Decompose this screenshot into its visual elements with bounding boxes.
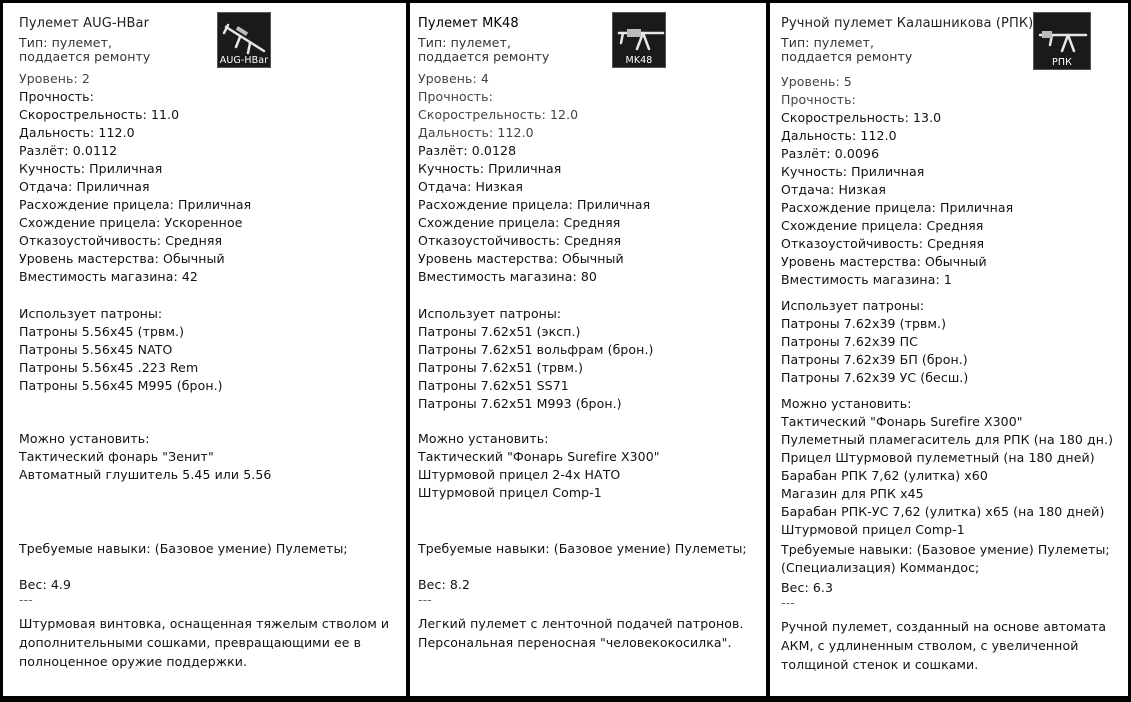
ammo-item: Патроны 7.62x51 вольфрам (брон.) xyxy=(418,342,654,357)
mods-section xyxy=(781,395,1128,539)
mods-header: Можно установить: xyxy=(418,431,549,446)
mods-section xyxy=(418,430,766,502)
stats-block xyxy=(418,70,766,286)
stat-row: Скорострельность: 11.0 xyxy=(19,107,180,122)
type-line: Тип: пулемет, xyxy=(781,35,875,50)
mods-header: Можно установить: xyxy=(19,431,150,446)
stat-row: Отдача: Низкая xyxy=(781,182,886,197)
stat-row: Отказоустойчивость: Средняя xyxy=(19,233,223,248)
ammo-item: Патроны 5.56x45 .223 Rem xyxy=(19,360,199,375)
skills-line: Требуемые навыки: (Базовое умение) Пулеметы; xyxy=(418,541,747,556)
thumbnail-label: MK48 xyxy=(625,55,653,66)
description-line: Персональная переносная "человекокосилка". xyxy=(418,635,732,650)
stat-row: Вместимость магазина: 1 xyxy=(781,272,952,287)
weight: Вес: 8.2 xyxy=(418,577,471,592)
skills-section xyxy=(781,541,1128,577)
stat-row: Отказоустойчивость: Средняя xyxy=(418,233,622,248)
ammo-item: Патроны 7.62x39 БП (брон.) xyxy=(781,352,968,367)
ammo-item: Патроны 7.62x39 ПС xyxy=(781,334,918,349)
description xyxy=(418,614,766,652)
stat-durability: Прочность: xyxy=(19,89,94,104)
stat-row: Отдача: Приличная xyxy=(19,179,150,194)
ammo-header: Использует патроны: xyxy=(781,298,925,313)
skills-section xyxy=(19,540,406,558)
stats-block xyxy=(781,73,1128,289)
stat-row: Расхождение прицела: Приличная xyxy=(781,200,1014,215)
weapon-thumbnail xyxy=(1033,12,1091,70)
stat-row: Скорострельность: 12.0 xyxy=(418,107,579,122)
weight: Вес: 4.9 xyxy=(19,577,72,592)
stat-row: Схождение прицела: Средняя xyxy=(781,218,984,233)
stat-row: Кучность: Приличная xyxy=(418,161,562,176)
ammo-item: Патроны 7.62x39 УС (бесш.) xyxy=(781,370,969,385)
mod-item: Автоматный глушитель 5.45 или 5.56 xyxy=(19,467,272,482)
ammo-item: Патроны 7.62x51 SS71 xyxy=(418,378,569,393)
stat-row: Уровень мастерства: Обычный xyxy=(19,251,225,266)
stat-row: Вместимость магазина: 42 xyxy=(19,269,198,284)
stat-level: Уровень: 5 xyxy=(781,74,852,89)
type-line: Тип: пулемет, xyxy=(418,35,512,50)
stat-row: Отказоустойчивость: Средняя xyxy=(781,236,985,251)
mod-item: Прицел Штурмовой пулеметный (на 180 дней) xyxy=(781,450,1095,465)
ammo-header: Использует патроны: xyxy=(418,306,562,321)
weapon-card-aug-hbar xyxy=(3,3,406,696)
weapon-card-rpk xyxy=(770,3,1128,696)
stat-row: Уровень мастерства: Обычный xyxy=(418,251,624,266)
weight: Вес: 6.3 xyxy=(781,580,834,595)
ammo-item: Патроны 5.56x45 (трвм.) xyxy=(19,324,185,339)
weapon-thumbnail xyxy=(217,12,271,68)
thumbnail-label: РПК xyxy=(1052,57,1072,68)
ammo-section xyxy=(418,305,766,413)
ammo-item: Патроны 5.56x45 M995 (брон.) xyxy=(19,378,223,393)
ammo-item: Патроны 7.62x39 (трвм.) xyxy=(781,316,947,331)
weapon-title: Ручной пулемет Калашникова (РПК) xyxy=(781,16,1034,31)
mod-item: Штурмовой прицел Comp-1 xyxy=(418,485,602,500)
type-line: Тип: пулемет, xyxy=(19,35,113,50)
stat-level: Уровень: 2 xyxy=(19,71,90,86)
skills-line: Требуемые навыки: (Базовое умение) Пулеметы; xyxy=(19,541,348,556)
stat-row: Скорострельность: 13.0 xyxy=(781,110,942,125)
skills-line: Требуемые навыки: (Базовое умение) Пулеметы; xyxy=(781,542,1110,557)
stat-row: Кучность: Приличная xyxy=(19,161,163,176)
stat-row: Разлёт: 0.0128 xyxy=(418,143,517,158)
description-line: Штурмовая винтовка, оснащенная тяжелым стволом и xyxy=(19,616,390,631)
ammo-item: Патроны 5.56x45 NATO xyxy=(19,342,173,357)
mod-item: Барабан РПК 7,62 (улитка) x60 xyxy=(781,468,988,483)
description-line: АКМ, с удлиненным стволом, с увеличенной xyxy=(781,638,1079,653)
weapon-type xyxy=(19,36,406,64)
ammo-item: Патроны 7.62x51 (эксп.) xyxy=(418,324,581,339)
description xyxy=(19,614,406,671)
stat-row: Кучность: Приличная xyxy=(781,164,925,179)
weapon-title: Пулемет MK48 xyxy=(418,16,519,31)
type-line: поддается ремонту xyxy=(19,49,151,64)
weapon-title: Пулемет AUG-HBar xyxy=(19,16,150,31)
ammo-item: Патроны 7.62x51 M993 (брон.) xyxy=(418,396,622,411)
stat-row: Схождение прицела: Ускоренное xyxy=(19,215,243,230)
type-line: поддается ремонту xyxy=(418,49,550,64)
stat-row: Расхождение прицела: Приличная xyxy=(19,197,252,212)
stat-row: Дальность: 112.0 xyxy=(19,125,135,140)
stat-row: Дальность: 112.0 xyxy=(781,128,897,143)
stat-durability: Прочность: xyxy=(781,92,856,107)
weight-section xyxy=(781,579,1128,609)
ammo-section xyxy=(781,297,1128,387)
stat-row: Разлёт: 0.0096 xyxy=(781,146,880,161)
separator: --- xyxy=(781,595,795,610)
thumbnail-label: AUG-HBar xyxy=(219,55,269,66)
mod-item: Магазин для РПК x45 xyxy=(781,486,924,501)
mod-item: Барабан РПК-УС 7,62 (улитка) x65 (на 180 дней) xyxy=(781,504,1105,519)
mod-item: Штурмовой прицел 2-4x НАТО xyxy=(418,467,621,482)
ammo-section xyxy=(19,305,406,395)
weapon-type xyxy=(418,36,766,64)
stat-row: Расхождение прицела: Приличная xyxy=(418,197,651,212)
skills-line: (Специализация) Коммандос; xyxy=(781,560,980,575)
weight-section xyxy=(19,576,406,606)
stat-row: Схождение прицела: Средняя xyxy=(418,215,621,230)
separator: --- xyxy=(418,592,432,607)
stat-level: Уровень: 4 xyxy=(418,71,489,86)
description-line: Ручной пулемет, созданный на основе автомата xyxy=(781,619,1107,634)
description-line: дополнительными сошками, превращающими ее в xyxy=(19,635,362,650)
weight-section xyxy=(418,576,766,606)
stats-block xyxy=(19,70,406,286)
skills-section xyxy=(418,540,766,558)
stat-row: Дальность: 112.0 xyxy=(418,125,534,140)
stat-row: Разлёт: 0.0112 xyxy=(19,143,118,158)
description-line: толщиной стенок и сошками. xyxy=(781,657,979,672)
stat-row: Уровень мастерства: Обычный xyxy=(781,254,987,269)
mod-item: Тактический фонарь "Зенит" xyxy=(19,449,214,464)
ammo-item: Патроны 7.62x51 (трвм.) xyxy=(418,360,584,375)
stat-durability: Прочность: xyxy=(418,89,493,104)
weapon-card-mk48 xyxy=(410,3,766,696)
mod-item: Тактический "Фонарь Surefire X300" xyxy=(781,414,1023,429)
ammo-header: Использует патроны: xyxy=(19,306,163,321)
weapon-thumbnail xyxy=(612,12,666,68)
description xyxy=(781,617,1128,674)
mods-header: Можно установить: xyxy=(781,396,912,411)
separator: --- xyxy=(19,592,33,607)
description-line: Легкий пулемет с ленточной подачей патронов. xyxy=(418,616,744,631)
mods-section xyxy=(19,430,406,484)
stat-row: Отдача: Низкая xyxy=(418,179,523,194)
mod-item: Штурмовой прицел Comp-1 xyxy=(781,522,965,537)
stat-row: Вместимость магазина: 80 xyxy=(418,269,597,284)
mod-item: Тактический "Фонарь Surefire X300" xyxy=(418,449,660,464)
type-line: поддается ремонту xyxy=(781,49,913,64)
mod-item: Пулеметный пламегаситель для РПК (на 180 дн.) xyxy=(781,432,1114,447)
description-line: полноценное оружие поддержки. xyxy=(19,654,248,669)
